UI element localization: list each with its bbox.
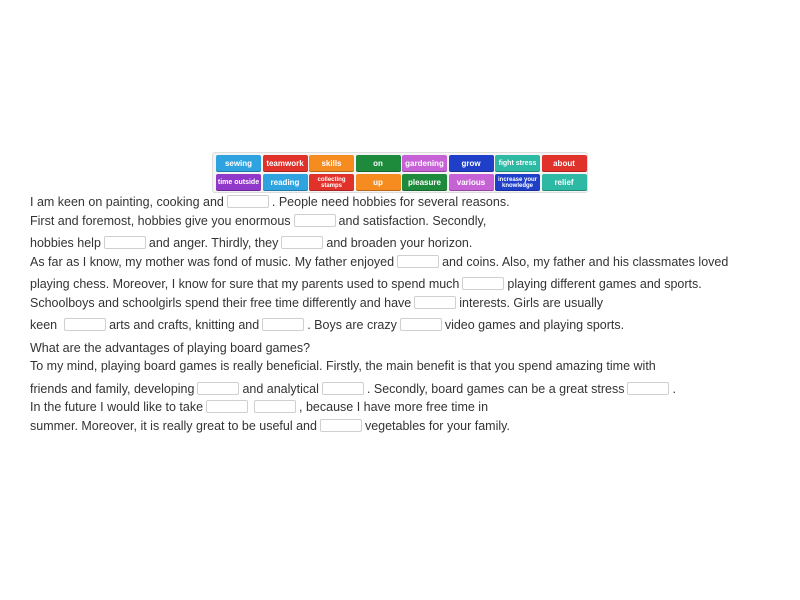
text-segment: interests. Girls are usually bbox=[459, 296, 604, 310]
text-segment: keen bbox=[30, 318, 58, 332]
word-tile-teamwork[interactable]: teamwork bbox=[263, 155, 308, 172]
word-tile-time-outside[interactable]: time outside bbox=[216, 174, 261, 191]
text-segment: First and foremost, hobbies give you enormous bbox=[30, 214, 291, 228]
answer-blank-7[interactable] bbox=[414, 296, 456, 309]
text-line-12 bbox=[30, 419, 510, 433]
text-segment: arts and crafts, knitting and bbox=[109, 318, 260, 332]
answer-blank-6[interactable] bbox=[462, 277, 504, 290]
text-segment: playing different games and sports. bbox=[507, 277, 702, 291]
word-tile-pleasure[interactable]: pleasure bbox=[402, 174, 447, 191]
answer-blank-1[interactable] bbox=[227, 195, 269, 208]
word-tile-increase-your-knowledge[interactable]: increase your knowledge bbox=[495, 174, 540, 191]
word-tile-skills[interactable]: skills bbox=[309, 155, 354, 172]
text-line-6 bbox=[30, 296, 603, 310]
word-tile-various[interactable]: various bbox=[449, 174, 494, 191]
word-tile-up[interactable]: up bbox=[356, 174, 401, 191]
text-segment: . bbox=[672, 382, 676, 396]
text-line-9 bbox=[30, 359, 656, 373]
word-tile-reading[interactable]: reading bbox=[263, 174, 308, 191]
answer-blank-13[interactable] bbox=[627, 382, 669, 395]
text-segment: . Secondly, board games can be a great stress bbox=[366, 382, 625, 396]
word-tile-sewing[interactable]: sewing bbox=[216, 155, 261, 172]
answer-blank-14[interactable] bbox=[206, 400, 248, 413]
text-line-3 bbox=[30, 236, 472, 250]
text-segment: As far as I know, my mother was fond of bbox=[30, 255, 252, 269]
text-segment: music. My father enjoyed bbox=[255, 255, 395, 269]
word-tile-collecting-stamps[interactable]: collecting stamps bbox=[309, 174, 354, 191]
text-line-11 bbox=[30, 400, 488, 414]
answer-blank-8[interactable] bbox=[64, 318, 106, 331]
text-segment: . People need hobbies for several reasons. bbox=[271, 195, 510, 209]
answer-blank-15[interactable] bbox=[254, 400, 296, 413]
word-tile-gardening[interactable]: gardening bbox=[402, 155, 447, 172]
text-line-4 bbox=[30, 255, 728, 269]
text-segment: vegetables for your family. bbox=[364, 419, 510, 433]
text-segment: summer. Moreover, it is really great to be useful and bbox=[30, 419, 317, 433]
text-segment: . Boys are crazy bbox=[307, 318, 397, 332]
text-segment: and broaden your horizon. bbox=[326, 236, 473, 250]
word-tile-on[interactable]: on bbox=[356, 155, 401, 172]
text-line-2 bbox=[30, 214, 486, 228]
text-segment: I am keen on painting, cooking and bbox=[30, 195, 224, 209]
word-tile-fight-stress[interactable]: fight stress bbox=[495, 155, 540, 172]
text-line-10 bbox=[30, 382, 676, 396]
text-segment: video games and playing sports. bbox=[444, 318, 625, 332]
word-bank bbox=[212, 152, 588, 193]
text-segment: hobbies help bbox=[30, 236, 101, 250]
text-segment: , because I have more free time in bbox=[299, 400, 489, 414]
answer-blank-16[interactable] bbox=[320, 419, 362, 432]
word-tile-relief[interactable]: relief bbox=[542, 174, 587, 191]
text-line-7 bbox=[30, 318, 624, 332]
text-segment: playing chess. Moreover, I know for sure that my parents used to spend much bbox=[30, 277, 460, 291]
text-segment: Schoolboys and schoolgirls spend their free time differently and have bbox=[30, 296, 412, 310]
text-segment: and satisfaction. Secondly, bbox=[338, 214, 487, 228]
text-segment: friends and family, developing bbox=[30, 382, 195, 396]
word-tile-grow[interactable]: grow bbox=[449, 155, 494, 172]
text-line-5 bbox=[30, 277, 702, 291]
word-tile-about[interactable]: about bbox=[542, 155, 587, 172]
answer-blank-5[interactable] bbox=[397, 255, 439, 268]
text-segment: and coins. Also, my father and his classmates loved bbox=[442, 255, 729, 269]
answer-blank-9[interactable] bbox=[262, 318, 304, 331]
text-segment: What are the advantages of playing board games? bbox=[30, 341, 311, 355]
text-segment: To my mind, playing board games is really beneficial. Firstly, the main benefit is that you spend amazing time with bbox=[30, 359, 656, 373]
text-segment: and analytical bbox=[242, 382, 319, 396]
answer-blank-4[interactable] bbox=[281, 236, 323, 249]
answer-blank-2[interactable] bbox=[294, 214, 336, 227]
answer-blank-3[interactable] bbox=[104, 236, 146, 249]
text-line-1 bbox=[30, 195, 510, 209]
answer-blank-12[interactable] bbox=[322, 382, 364, 395]
text-segment: In the future I would like to take bbox=[30, 400, 204, 414]
answer-blank-10[interactable] bbox=[400, 318, 442, 331]
text-segment: and anger. Thirdly, they bbox=[148, 236, 279, 250]
answer-blank-11[interactable] bbox=[197, 382, 239, 395]
text-line-8 bbox=[30, 341, 310, 355]
